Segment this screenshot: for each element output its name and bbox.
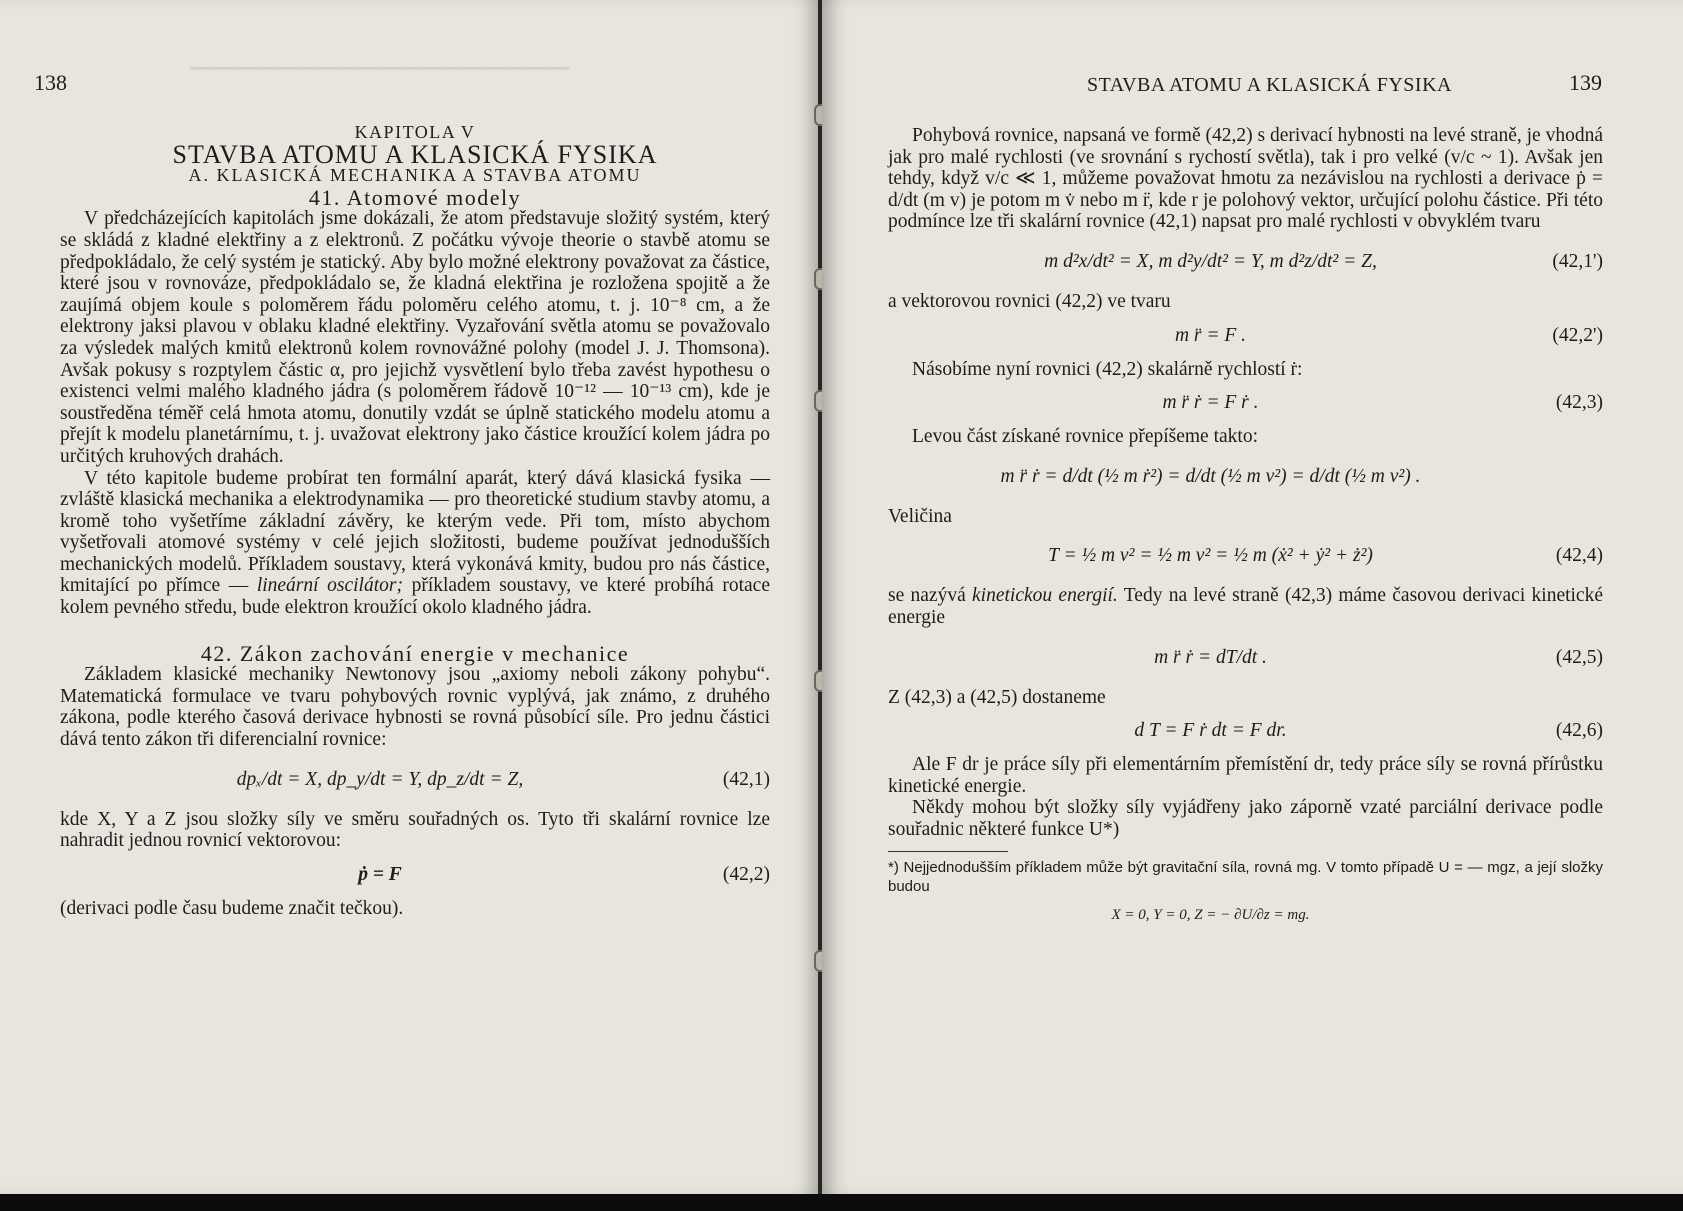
equation-42-5 xyxy=(888,633,1603,683)
equation-expression: m r̈ = F . xyxy=(1174,324,1247,346)
paragraph-text: V této kapitole budeme probírat ten formální aparát, který dává klasická fysika — zvláště klasická mechanika a elektrodynamika — pro theoretické studium stavby atomu, a kromě toho vyšetříme základní závěry, ke kterým vede. Při tom, místo abychom vyšetřovali atomové systémy v celé jejich složitosti, budeme používat jednodušších mechanických modelů. Příkladem soustavy, která vykonává kmity, budou pro nás částice, kmitající po přímce — xyxy=(60,467,770,597)
equation-number: (42,1) xyxy=(722,768,770,790)
equation-42-1 xyxy=(60,755,770,805)
paragraph: Základem klasické mechaniky Newtonovy jsou „axiomy neboli zákony pohybu“. Matematická formulace ve tvaru pohybových rovnic vyplývá, jak známo, z druhého zákona, podle kterého časová derivace hybnosti se rovná působící síle. Pro jednu částici dává tento zákon tři diferencialní rovnice: xyxy=(60,664,770,751)
section-41-title: 41. Atomové modely xyxy=(308,184,522,210)
chapter-label: KAPITOLA V xyxy=(354,122,476,142)
equation-number: (42,2) xyxy=(722,863,770,885)
equation-number: (42,3) xyxy=(1555,392,1603,414)
equation-number: (42,2') xyxy=(1552,324,1603,346)
page-number: 138 xyxy=(34,70,67,95)
equation-expression: dpₓ/dt = X, dp_y/dt = Y, dp_z/dt = Z, xyxy=(236,768,524,790)
equation-number: (42,1') xyxy=(1552,250,1603,272)
left-page-body xyxy=(60,122,770,919)
paragraph: a vektorovou rovnici (42,2) ve tvaru xyxy=(888,290,1171,312)
equation-42-3 xyxy=(888,384,1603,422)
footnote xyxy=(888,858,1603,930)
paragraph: Veličina xyxy=(888,505,952,527)
equation-expression: m r̈ ṙ = d/dt (½ m ṙ²) = d/dt (½ m v²) = d/dt (½ m v²) . xyxy=(1000,465,1421,487)
section-42-title: 42. Zákon zachování energie v mechanice xyxy=(200,640,630,666)
term-italic: lineární oscilátor; xyxy=(256,575,403,597)
equation-42-2-prime xyxy=(888,317,1603,355)
paragraph-text: se nazývá xyxy=(888,585,966,607)
paragraph: Někdy mohou být složky síly vyjádřeny jako záporně vzaté parciální derivace podle souřadnic některé funkce U*) xyxy=(888,797,1603,840)
paragraph: Ale F dr je práce síly při elementárním přemístění dr, tedy práce síly se rovná přírůstku kinetické energie. xyxy=(888,754,1603,797)
paragraph: Levou část získané rovnice přepíšeme takto: xyxy=(912,426,1258,448)
paragraph: Pohybová rovnice, napsaná ve formě (42,2) s derivací hybnosti na levé straně, je vhodná jak pro malé rychlosti (ve srovnání s rychostí světla), tak i pro velké (v/c ~ 1). Avšak jen tehdy, když v/c ≪ 1, můžeme považovat hmotu za nezávislou na rychlosti a derivace ṗ = d/dt (m v) je potom m v̇ nebo m r̈, kde r je polohový vektor, určující polohu částice. Při této podmínce lze tři skalární rovnice (42,1) napsat pro malé rychlosti v obvyklém tvaru xyxy=(888,125,1603,233)
scan-bottom-edge xyxy=(0,1194,1683,1211)
page-number: 139 xyxy=(1569,70,1602,95)
equation-expression: m r̈ ṙ = F ṙ . xyxy=(1162,392,1259,414)
running-head: STAVBA ATOMU A KLASICKÁ FYSIKA xyxy=(1087,74,1452,96)
equation-42-6 xyxy=(888,712,1603,750)
equation-number: (42,6) xyxy=(1555,720,1603,742)
equation-kinetic-rewrite xyxy=(888,452,1603,502)
footnote-text: *) Nejjednodušším příkladem může být gravitační síla, rovná mg. V tomto případě U = — mgz, a její složky budou xyxy=(888,858,1603,895)
equation-expression: T = ½ m v² = ½ m v² = ½ m (ẋ² + ẏ² + ż²) xyxy=(1048,545,1373,567)
paragraph xyxy=(888,585,1603,628)
show-through-text: ▔▔▔▔▔▔▔▔▔▔▔▔▔▔▔▔▔▔▔▔▔▔▔▔▔▔▔▔▔ xyxy=(190,68,570,87)
right-page-body xyxy=(888,125,1603,934)
paragraph-text: příkladem soustavy, ve které probíhá rotace kolem pevného středu, bude elektron kroužící okolo kladného jádra. xyxy=(60,575,770,619)
equation-42-4 xyxy=(888,531,1603,581)
left-page xyxy=(0,0,820,1194)
equation-expression: m r̈ ṙ = dT/dt . xyxy=(1154,646,1267,668)
right-page xyxy=(822,0,1683,1194)
equation-number: (42,5) xyxy=(1555,646,1603,668)
chapter-title: STAVBA ATOMU A KLASICKÁ FYSIKA xyxy=(172,139,658,169)
paragraph: kde X, Y a Z jsou složky síly ve směru souřadných os. Tyto tři skalární rovnice lze nahradit jednou rovnicí vektorovou: xyxy=(60,808,770,852)
paragraph: (derivaci podle času budeme značit tečkou). xyxy=(60,897,404,919)
equation-42-2 xyxy=(60,856,770,894)
footnote-equation xyxy=(888,900,1603,930)
equation-expression: m d²x/dt² = X, m d²y/dt² = Y, m d²z/dt² = Z, xyxy=(1044,250,1377,272)
equation-42-1-prime xyxy=(888,237,1603,287)
paragraph: V předcházejících kapitolách jsme dokázali, že atom představuje složitý systém, který se skládá z kladné elektřiny a z elektronů. Z počátku vývoje theorie o stavbě atomu se předpokládalo, že celý systém je statický. Aby bylo možné elektrony považovat za částice, které jsou v rovnováze, předpokládalo se, že kladná elektřina je rozložena spojitě a že zaujímá objem koule s poloměrem řádu poloměru celého atomu, t. j. 10⁻⁸ cm, a že elektrony jaksi plavou v oblaku kladné elektřiny. Vyzařování světla atomu se považovalo za výsledek malých kmitů elektronů kolem rovnovážné polohy (model J. J. Thomsona). Avšak pokusy s rozptylem částic α, pro jejichž vysvětlení bylo třeba zavést hypothesu o existenci velmi malého kladného jádra (s poloměrem řádově 10⁻¹² — 10⁻¹³ cm), kde je soustředěna téměř celá hmota atomu, donutily vzdát se úplně statického modelu atomu a přejít k modelu planetárnímu, t. j. uvažovat elektrony jako částice kroužící kolem jádra po určitých kruhových drahách. xyxy=(60,208,770,467)
equation-number: (42,4) xyxy=(1555,545,1603,567)
paragraph: Násobíme nyní rovnici (42,2) skalárně rychlostí ṙ: xyxy=(912,358,1303,380)
paragraph-text: Tedy na levé straně (42,3) máme časovou derivaci kinetické energie xyxy=(888,585,1603,628)
equation-expression: ṗ = F xyxy=(358,863,402,885)
term-italic: kinetickou energií. xyxy=(972,585,1118,607)
paragraph xyxy=(60,468,770,619)
footnote-rule xyxy=(888,851,1008,852)
part-title: A. KLASICKÁ MECHANIKA A STAVBA ATOMU xyxy=(188,165,642,186)
equation-expression: d T = F ṙ dt = F dr. xyxy=(1134,720,1287,742)
paragraph: Z (42,3) a (42,5) dostaneme xyxy=(888,686,1106,708)
equation-expression: X = 0, Y = 0, Z = − ∂U/∂z = mg. xyxy=(1111,906,1310,923)
